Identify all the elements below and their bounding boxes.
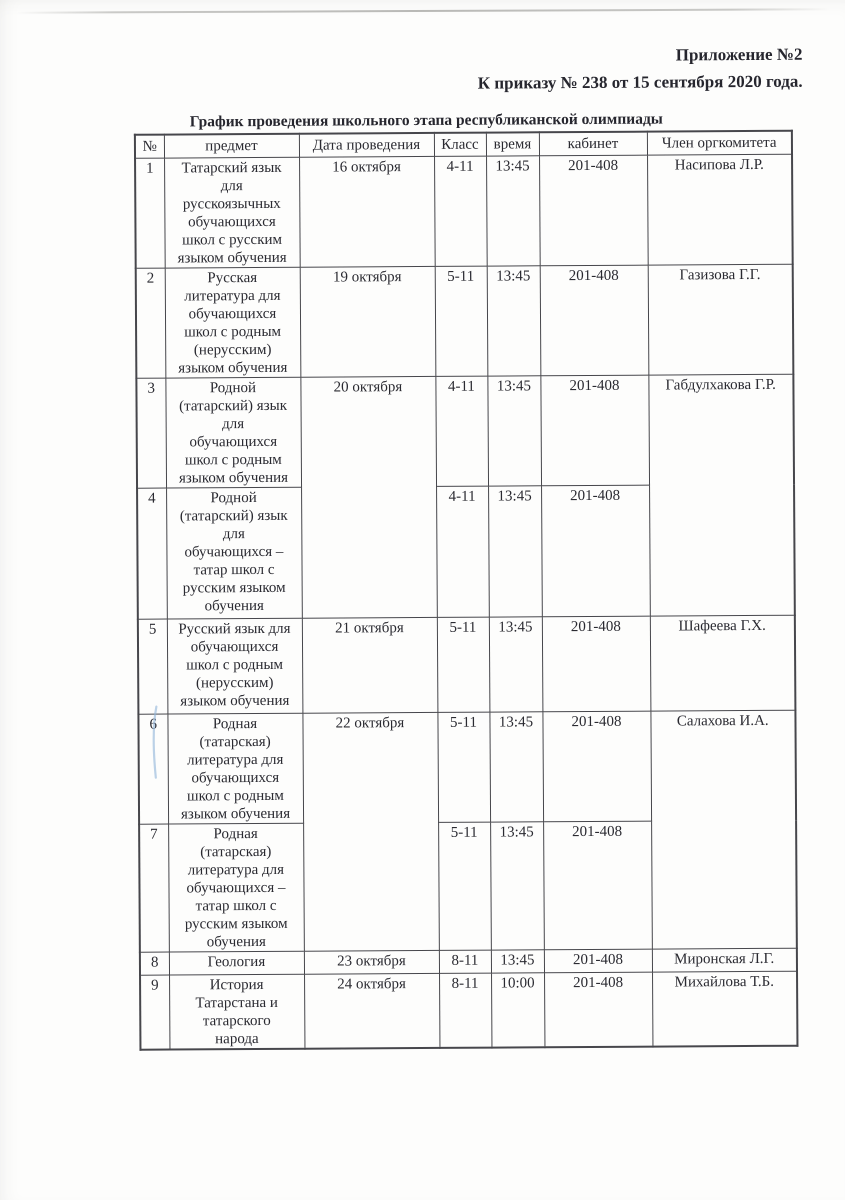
- grade-cell: 4-11: [435, 376, 488, 486]
- member-cell-merged: Габдулхакова Г.Р.: [648, 374, 794, 616]
- date-cell: 16 октября: [299, 156, 435, 267]
- table-row: [138, 710, 796, 824]
- header-num: №: [135, 135, 164, 159]
- table-row: [138, 615, 796, 714]
- grade-cell: 4-11: [436, 486, 489, 617]
- member-cell: Михайлова Т.Б.: [652, 971, 797, 1046]
- time-cell: 13:45: [486, 156, 540, 266]
- grade-cell: 5-11: [437, 712, 490, 822]
- grade-cell: 8-11: [439, 950, 491, 973]
- room-cell: 201-408: [540, 375, 649, 486]
- time-cell: 13:45: [487, 376, 541, 486]
- time-cell: 13:45: [487, 266, 541, 376]
- subject-cell: Родная (татарская) литература для обучающихся – татар школ с русским языком обучения: [168, 823, 304, 952]
- row-number: 8: [140, 952, 169, 975]
- time-cell: 13:45: [491, 950, 544, 973]
- row-number: 7: [139, 824, 169, 952]
- date-cell-merged: 22 октября: [302, 712, 438, 951]
- header-date: Дата проведения: [299, 133, 434, 157]
- date-cell-merged: 20 октября: [300, 376, 436, 618]
- subject-cell: Родной (татарский) язык для обучающихся – татар школ с русским языком обучения: [166, 487, 302, 619]
- row-number: 6: [138, 714, 168, 824]
- grade-cell: 4-11: [434, 156, 487, 266]
- time-cell: 10:00: [491, 973, 544, 1048]
- grade-cell: 5-11: [437, 617, 490, 712]
- date-cell: 21 октября: [302, 617, 438, 713]
- table-row: [136, 264, 794, 378]
- room-cell: 201-408: [544, 949, 652, 973]
- room-cell: 201-408: [544, 972, 652, 1047]
- document-title: График проведения школьного этапа республиканской олимпиады: [189, 110, 663, 131]
- header-member: Член оргкомитета: [647, 131, 792, 155]
- row-number: 2: [136, 268, 166, 378]
- order-reference: К приказу № 238 от 15 сентября 2020 года.: [477, 71, 803, 93]
- subject-cell: Родная (татарская) литература для обучающихся школ с родным языком обучения: [167, 713, 303, 824]
- subject-cell: Родной (татарский) язык для обучающихся школ с родным языком обучения: [165, 377, 301, 488]
- header-subject: предмет: [164, 134, 299, 158]
- time-cell: 13:45: [489, 617, 543, 712]
- room-cell: 201-408: [542, 711, 651, 822]
- table-row: [140, 971, 797, 1050]
- subject-cell: Геология: [169, 951, 304, 975]
- date-cell: 23 октября: [304, 950, 439, 974]
- grade-cell: 8-11: [439, 973, 491, 1048]
- member-cell-merged: Салахова И.А.: [650, 710, 796, 949]
- grade-cell: 5-11: [435, 266, 488, 376]
- table-row: [135, 154, 793, 268]
- subject-cell: Татарский язык для русскоязычных обучающихся школ с русским языком обучения: [164, 157, 300, 268]
- table-row: [136, 374, 794, 488]
- olympiad-schedule-table: [134, 130, 799, 1051]
- room-cell: 201-408: [540, 265, 649, 376]
- member-cell: Насипова Л.Р.: [647, 154, 793, 265]
- subject-cell: История Татарстана и татарского народа: [169, 974, 304, 1049]
- header-grade: Класс: [434, 133, 486, 157]
- date-cell: 24 октября: [304, 973, 439, 1048]
- grade-cell: 5-11: [438, 822, 491, 950]
- appendix-block: [478, 41, 803, 97]
- header-time: время: [486, 132, 539, 156]
- room-cell: 201-408: [539, 155, 648, 266]
- row-number: 3: [136, 378, 166, 488]
- member-cell: Газизова Г.Г.: [648, 264, 794, 375]
- subject-cell: Русская литература для обучающихся школ с родным (нерусским) языком обучения: [165, 267, 301, 378]
- date-cell: 19 октября: [300, 266, 436, 377]
- member-cell: Миронская Л.Г.: [652, 948, 797, 972]
- time-cell: 13:45: [488, 486, 542, 617]
- appendix-number: Приложение №2: [675, 44, 803, 65]
- time-cell: 13:45: [490, 822, 544, 950]
- row-number: 9: [140, 975, 169, 1050]
- subject-cell: Русский язык для обучающихся школ с родным (нерусским) языком обучения: [167, 618, 303, 714]
- row-number: 4: [137, 488, 167, 619]
- room-cell: 201-408: [543, 821, 652, 950]
- member-cell: Шафеева Г.Х.: [650, 615, 796, 711]
- room-cell: 201-408: [541, 485, 650, 617]
- time-cell: 13:45: [489, 712, 543, 822]
- row-number: 5: [138, 619, 168, 714]
- row-number: 1: [135, 158, 165, 268]
- header-room: кабинет: [539, 132, 647, 156]
- room-cell: 201-408: [542, 616, 651, 712]
